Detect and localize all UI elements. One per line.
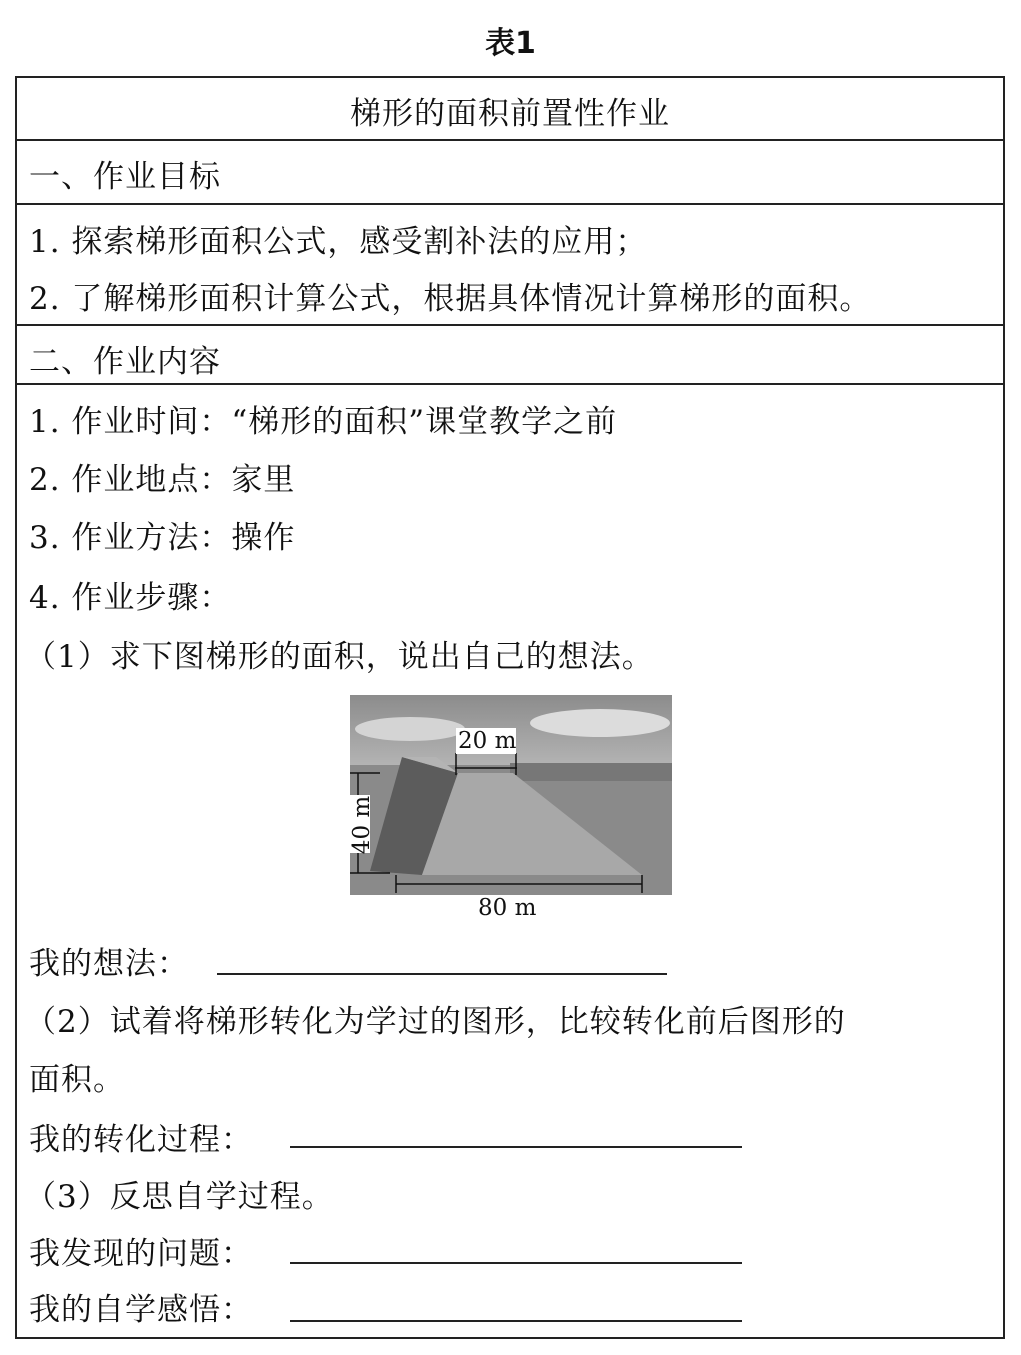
table-caption: 表1 [485,26,536,61]
trapezoid-dam-figure [349,695,672,921]
bottom-base-label: 80 m [478,895,537,921]
far-shore [510,763,672,781]
section2-heading: 二、作业内容 [29,344,221,380]
cloud [530,709,670,737]
answer-1-label: 我的想法： [29,946,189,982]
table-title: 梯形的面积前置性作业 [350,96,670,132]
cloud [355,717,465,741]
answer-4-blank[interactable] [290,1320,742,1322]
step-2-text-line2: 面积。 [29,1062,125,1098]
answer-2-label: 我的转化过程： [29,1122,253,1158]
row-divider [17,203,1003,205]
goal-item-2: 2. 了解梯形面积计算公式，根据具体情况计算梯形的面积。 [29,281,872,317]
content-item-time: 1. 作业时间：“梯形的面积”课堂教学之前 [29,404,618,440]
row-divider [17,139,1003,141]
step-1-text: （1）求下图梯形的面积，说出自己的想法。 [25,639,654,675]
answer-3-label: 我发现的问题： [29,1236,253,1272]
answer-3-blank[interactable] [290,1262,742,1264]
goal-item-1: 1. 探索梯形面积公式，感受割补法的应用； [29,224,648,260]
content-item-method: 3. 作业方法：操作 [29,520,296,556]
top-base-label: 20 m [458,728,517,754]
step-3-text: （3）反思自学过程。 [25,1179,334,1215]
row-divider [17,383,1003,385]
assignment-table [15,76,1005,1339]
content-item-place: 2. 作业地点：家里 [29,462,296,498]
section1-heading: 一、作业目标 [29,159,221,195]
answer-2-blank[interactable] [290,1146,742,1148]
step-2-text-line1: （2）试着将梯形转化为学过的图形，比较转化前后图形的 [25,1004,846,1040]
answer-4-label: 我的自学感悟： [29,1292,253,1328]
content-item-steps: 4. 作业步骤： [29,580,232,616]
height-label: 40 m [349,795,376,855]
row-divider [17,324,1003,326]
answer-1-blank[interactable] [217,973,667,975]
dam-illustration [350,695,672,895]
